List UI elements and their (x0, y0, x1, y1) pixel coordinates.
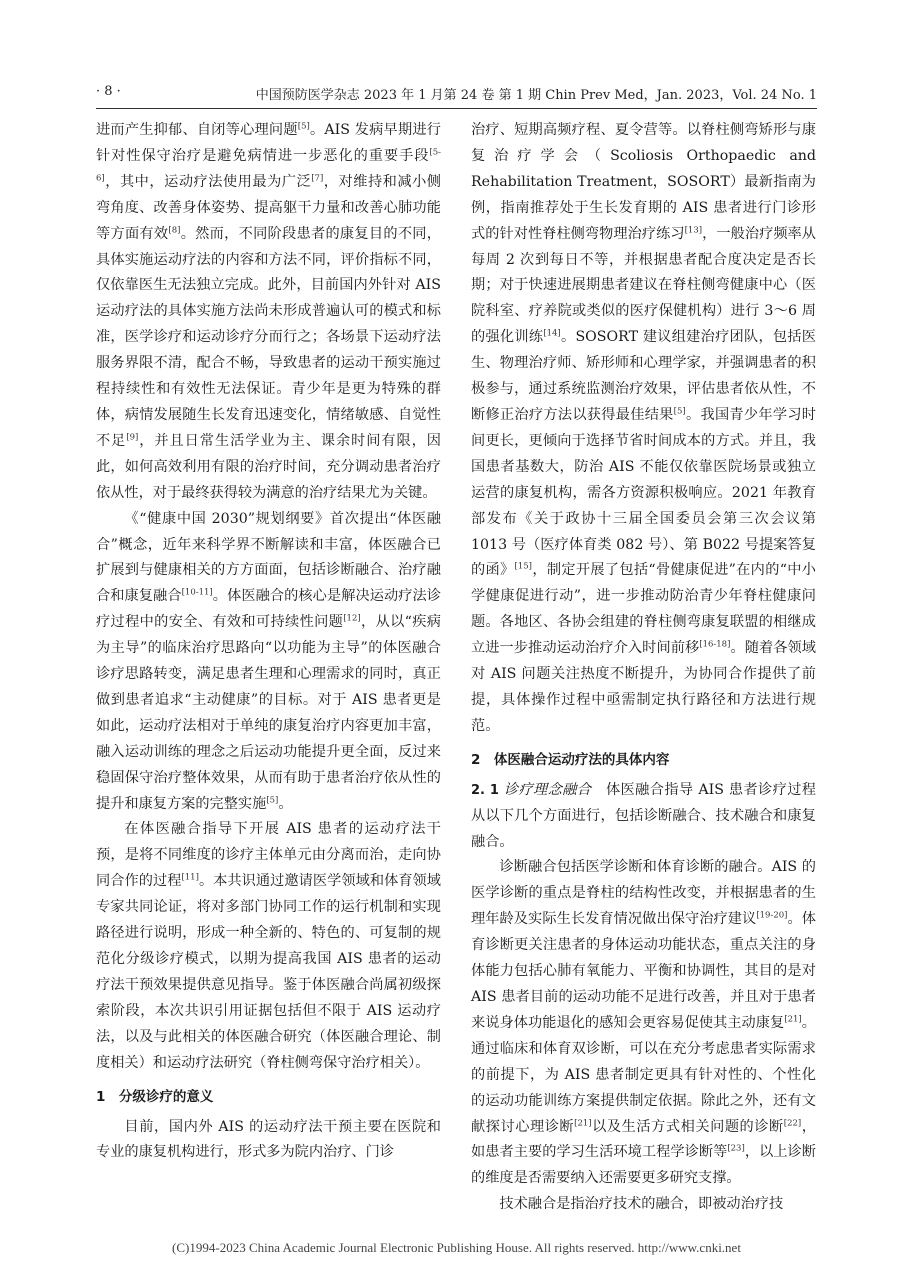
citation-ref: [9] (126, 432, 139, 443)
paragraph: 诊断融合包括医学诊断和体育诊断的融合。AIS 的医学诊断的重点是脊柱的结构性改变，并根据患者的生理年龄及实际生长发育情况做出保守治疗建议[19-20]。体育诊断更关注患者的身体运动功能状态，重点关注的身体能力包括心肺有氧能力、平衡和协调性，其目的是对 AIS 患者目前的运动功能不足进行改善，并且对于患者来说身体功能退化的感知会更容易促使其主动康复[21]。通过临床和体育双诊断，可以在充分考虑患者实际需求的前提下，为 AIS 患者制定更具有针对性的、个性化的运动功能训练方案提供制定依据。除此之外，还有文献探讨心理诊断[21]以及生活方式相关问题的诊断[22]，如患者主要的学习生活环境工程学诊断等[23]，以上诊断的维度是否需要纳入还需要更多研究支撑。 (471, 859, 816, 1187)
paragraph: 治疗、短期高频疗程、夏令营等。以脊柱侧弯矫形与康复治疗学会（Scoliosis Orthopaedic and Rehabilitation Treatment，SOSORT）最新指南为例，指南推荐处于生长发育期的 AIS 患者进行门诊形式的针对性脊柱侧弯物理治疗练习[13]，一般治疗频率从每周 2 次到每日不等，并根据患者配合度决定是否长期；对于快速进展期患者建议在脊柱侧弯健康中心（医院科室、疗养院或类似的医疗保健机构）进行 3～6 周的强化训练[14]。SOSORT 建议组建治疗团队，包括医生、物理治疗师、矫形师和心理学家，并强调患者的积极参与，通过系统监测治疗效果，评估患者依从性，不断修正治疗方法以获得最佳结果[5]。我国青少年学习时间更长，更倾向于选择节省时间成本的方式。并且，我国患者基数大，防治 AIS 不能仅依靠医院场景或独立运营的康复机构，需各方资源积极响应。2021 年教育部发布《关于政协十三届全国委员会第三次会议第 1013 号（医疗体育类 082 号）、第 B022 号提案答复的函》[15]，制定开展了包括“骨健康促进”在内的“中小学健康促进行动”，进一步推动防治青少年脊柱健康问题。各地区、各协会组建的脊柱侧弯康复联盟的相继成立进一步推动运动治疗介入时间前移[16-18]。随着各领域对 AIS 问题关注热度不断提升，为协同合作提供了前提，具体操作过程中亟需制定执行路径和方法进行规范。 (471, 122, 816, 734)
section-heading: 2 体医融合运动疗法的具体内容 (471, 751, 670, 768)
citation-ref: [21] (784, 1014, 802, 1025)
citation-ref: [13] (684, 224, 703, 235)
journal-citation: 中国预防医学杂志 2023 年 1 月第 24 卷 第 1 期 Chin Prev Med，Jan. 2023，Vol. 24 No. 1 (255, 88, 817, 103)
citation-ref: [22] (783, 1117, 802, 1128)
citation-ref: [21] (574, 1117, 592, 1128)
paragraph: 技术融合是指治疗技术的融合，即被动治疗技 (499, 1196, 784, 1213)
citation-ref: [12] (343, 613, 361, 624)
paragraph: 《“健康中国 2030”规划纲要》首次提出“体医融合”概念，近年来科学界不断解读和丰富，体医融合已扩展到与健康相关的方方面面，包括诊断融合、治疗融合和康复融合[10-11]。体医融合的核心是解决运动疗法诊疗过程中的安全、有效和可持续性问题[12]，从以“疾病为主导”的临床治疗思路向“以功能为主导”的体医融合诊疗思路转变，满足患者生理和心理需求的同时，真正做到患者追求“主动健康”的目标。对于 AIS 患者更是如此，运动疗法相对于单纯的康复治疗内容更加丰富，融入运动训练的理念之后运动功能提升更全面，反过来稳固保守治疗整体效果，从而有助于患者治疗依从性的提升和康复方案的完整实施[5]。 (96, 510, 441, 812)
citation-ref: [10-11] (181, 587, 213, 598)
subsection-number: 2. 1 (471, 782, 499, 798)
paragraph: 在体医融合指导下开展 AIS 患者的运动疗法干预，是将不同维度的诊疗主体单元由分离而治，走向协同合作的过程[11]。本共识通过邀请医学领域和体育领域专家共同论证，将对多部门协同工作的运行机制和实现路径进行说明，形成一种全新的、特色的、可复制的规范化分级诊疗模式，以期为提高我国 AIS 患者的运动疗法干预效果提供意见指导。鉴于体医融合尚属初级探索阶段，本次共识引用证据包括但不限于 AIS 运动疗法，以及与此相关的体医融合研究（体医融合理论、制度相关）和运动疗法研究（脊柱侧弯保守治疗相关）。 (96, 821, 441, 1071)
citation-ref: [16-18] (699, 639, 731, 650)
subsection-title: 诊疗理念融合 (503, 781, 592, 798)
header-rule (96, 108, 817, 109)
copyright-footer: (C)1994-2023 China Academic Journal Electronic Publishing House. All rights reserved. http://www.cnki.net (172, 1240, 741, 1255)
right-column (471, 118, 816, 1218)
subsection-text: 体医融合指导 AIS 患者诊疗过程从以下几个方面进行，包括诊断融合、技术融合和康复融合。 (471, 781, 816, 850)
citation-ref: [14] (543, 328, 561, 339)
paragraph: 进而产生抑郁、自闭等心理问题[5]。AIS 发病早期进行针对性保守治疗是避免病情进一步恶化的重要手段[5-6]，其中，运动疗法使用最为广泛[7]，对维持和减小侧弯角度、改善身体姿势、提高躯干力量和改善心肺功能等方面有效[8]。然而，不同阶段患者的康复目的不同，具体实施运动疗法的内容和方法不同，评价指标不同，仅依靠医生无法独立完成。此外，目前国内外针对 AIS 运动疗法的具体实施方法尚未形成普遍认可的模式和标准，医学诊疗和运动诊疗分而行之；各场景下运动疗法服务界限不清，配合不畅，导致患者的运动干预实施过程持续性和有效性无法保证。青少年是更为特殊的群体，病情发展随生长发育迅速变化，情绪敏感、自觉性不足[9]，并且日常生活学业为主、课余时间有限，因此，如何高效利用有限的治疗时间，充分调动患者治疗依从性，对于最终获得较为满意的治疗结果尤为关键。 (96, 121, 441, 501)
citation-ref: [19-20] (756, 910, 788, 921)
section-heading: 1 分级诊疗的意义 (96, 1088, 214, 1105)
citation-ref: [11] (181, 872, 199, 883)
citation-ref: [8] (168, 224, 181, 235)
citation-ref: [5] (297, 121, 310, 132)
running-header (96, 84, 817, 106)
citation-ref: [5] (266, 794, 279, 805)
citation-ref: [7] (311, 173, 324, 184)
citation-ref: [5-6] (96, 147, 441, 184)
citation-ref: [5] (673, 406, 686, 417)
paragraph: 目前，国内外 AIS 的运动疗法干预主要在医院和专业的康复机构进行，形式多为院内治疗、门诊 (96, 1118, 441, 1161)
page-number: · 8 · (96, 84, 121, 99)
citation-ref: [23] (727, 1143, 745, 1154)
left-column (96, 118, 441, 1166)
subsection-paragraph (471, 778, 816, 856)
citation-ref: [15] (514, 561, 532, 572)
